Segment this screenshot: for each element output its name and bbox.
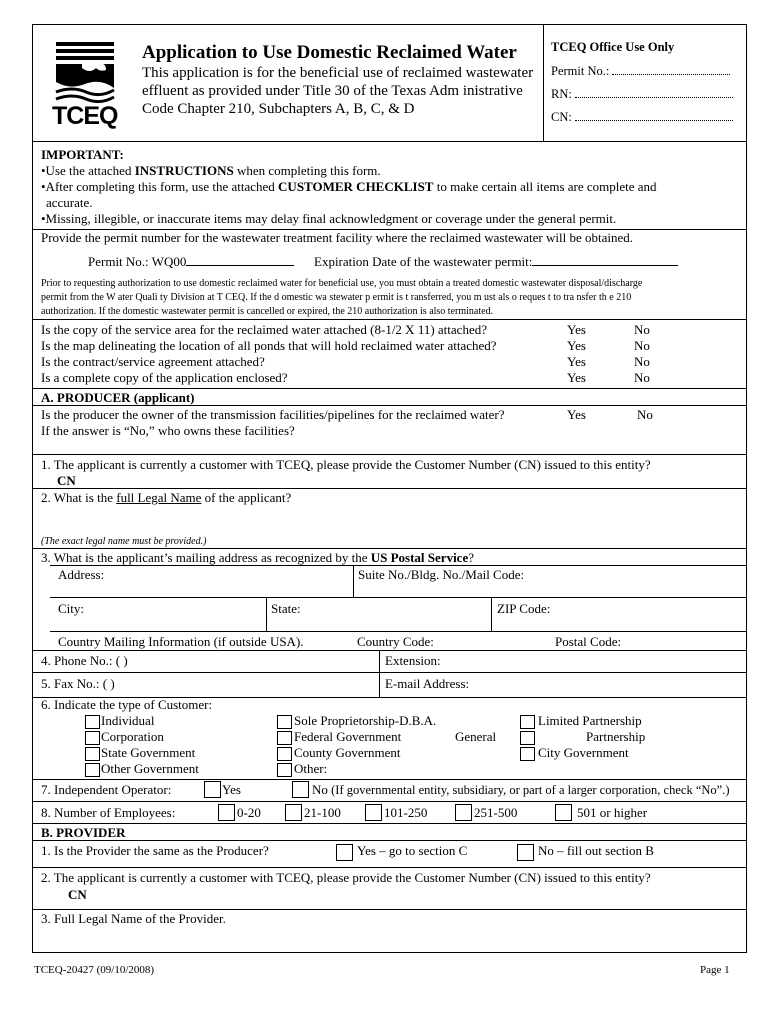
divider-phone	[32, 672, 746, 673]
provider-cn-label: CN	[68, 887, 87, 902]
customer-type-question: 6. Indicate the type of Customer:	[41, 697, 213, 712]
expiration-date-field[interactable]: Expiration Date of the wastewater permit:	[314, 254, 678, 270]
checklist-q2-no[interactable]: No	[634, 338, 650, 353]
independent-yes-label: Yes	[222, 782, 241, 797]
divider-section-a-heading	[32, 405, 746, 406]
office-cn-label: CN:	[551, 110, 733, 125]
important-line-1: •Use the attached INSTRUCTIONS when completing this form.	[41, 163, 381, 178]
checkbox-employees-101-250[interactable]	[365, 804, 382, 821]
divider-header	[32, 141, 746, 142]
checkbox-general-partnership[interactable]	[520, 731, 535, 745]
legal-name-question: 2. What is the full Legal Name of the applicant?	[41, 490, 292, 505]
checklist-q4-no[interactable]: No	[634, 370, 650, 385]
checklist-q1: Is the copy of the service area for the reclaimed water attached (8-1/2 X 11) attached?	[41, 322, 487, 337]
fax-field[interactable]: 5. Fax No.: ( )	[41, 676, 115, 691]
phone-field[interactable]: 4. Phone No.: ( )	[41, 653, 128, 668]
divider-phone-ext	[379, 650, 380, 697]
country-code-field[interactable]: Country Code:	[357, 634, 434, 649]
extension-field[interactable]: Extension:	[385, 653, 441, 668]
provider-yes-label: Yes – go to section C	[357, 843, 468, 858]
checkbox-employees-21-100[interactable]	[285, 804, 302, 821]
form-title: Application to Use Domestic Reclaimed Water	[142, 42, 517, 63]
provider-no-label: No – fill out section B	[538, 843, 654, 858]
divider-owner	[32, 454, 746, 455]
divider-provider-cn	[32, 909, 746, 910]
checkbox-provider-yes[interactable]	[336, 844, 353, 861]
divider-provider-same	[32, 867, 746, 868]
divider-country	[32, 650, 746, 651]
divider-cn	[32, 488, 746, 489]
important-line-2: •After completing this form, use the attached CUSTOMER CHECKLIST to make certain all items are complete and	[41, 179, 657, 194]
provide-permit-text: Provide the permit number for the wastewater treatment facility where the reclaimed wastewater will be obtained.	[41, 230, 633, 245]
important-heading: IMPORTANT:	[41, 147, 124, 162]
footer-page-number: Page 1	[700, 964, 730, 976]
employees-21-100-label: 21-100	[304, 805, 341, 820]
checkbox-provider-no[interactable]	[517, 844, 534, 861]
provider-legal-name-question: 3. Full Legal Name of the Provider.	[41, 911, 226, 926]
zip-field[interactable]: ZIP Code:	[497, 601, 551, 616]
checklist-q3: Is the contract/service agreement attached?	[41, 354, 265, 369]
country-info-label: Country Mailing Information (if outside USA).	[58, 634, 304, 649]
section-a-heading: A. PRODUCER (applicant)	[41, 390, 195, 405]
provider-cn-question: 2. The applicant is currently a customer with TCEQ, please provide the Customer Number (CN) issued to this entity?	[41, 870, 651, 885]
divider-city	[50, 631, 746, 632]
checklist-q1-yes[interactable]: Yes	[567, 322, 586, 337]
checkbox-other[interactable]	[277, 763, 292, 777]
applicant-cn-question: 1. The applicant is currently a customer with TCEQ, please provide the Customer Number (CN) issued to this entity?	[41, 457, 651, 472]
provider-same-question: 1. Is the Provider the same as the Producer?	[41, 843, 269, 858]
state-field[interactable]: State:	[271, 601, 301, 616]
divider-section-b-heading	[32, 840, 746, 841]
employees-101-250-label: 101-250	[384, 805, 428, 820]
checkbox-independent-yes[interactable]	[204, 781, 221, 798]
checklist-q1-no[interactable]: No	[634, 322, 650, 337]
divider-permit	[32, 319, 746, 320]
divider-address	[50, 597, 746, 598]
checkbox-federal-government[interactable]	[277, 731, 292, 745]
logo-text: TCEQ	[52, 102, 118, 130]
checkbox-employees-501-plus[interactable]	[555, 804, 572, 821]
independent-operator-question: 7. Independent Operator:	[41, 782, 172, 797]
form-subtitle-line-3: Code Chapter 210, Subchapters A, B, C, & D	[142, 101, 415, 117]
checkbox-corporation[interactable]	[85, 731, 100, 745]
form-subtitle-line-1: This application is for the beneficial use of reclaimed wastewater	[142, 65, 534, 81]
suite-field[interactable]: Suite No./Bldg. No./Mail Code:	[358, 567, 525, 582]
checkbox-other-government[interactable]	[85, 763, 100, 777]
owner-question: Is the producer the owner of the transmission facilities/pipelines for the reclaimed water?	[41, 407, 505, 422]
permit-note-line-3: authorization. If the domestic wastewater permit is cancelled or expired, the 210 authorization is also terminated.	[41, 306, 494, 317]
checkbox-independent-no[interactable]	[292, 781, 309, 798]
checkbox-city-government[interactable]	[520, 747, 535, 761]
permit-number-field[interactable]: Permit No.: WQ00	[88, 254, 294, 270]
mailing-address-question: 3. What is the applicant’s mailing address as recognized by the US Postal Service?	[41, 550, 474, 565]
office-rn-label: RN:	[551, 87, 733, 102]
checkbox-state-government[interactable]	[85, 747, 100, 761]
important-line-2-cont: accurate.	[46, 195, 93, 210]
office-permit-label: Permit No.:	[551, 64, 730, 79]
applicant-cn-label: CN	[57, 473, 76, 488]
address-field[interactable]: Address:	[58, 567, 105, 582]
general-label: General	[455, 729, 497, 744]
checkbox-employees-0-20[interactable]	[218, 804, 235, 821]
postal-code-field[interactable]: Postal Code:	[555, 634, 622, 649]
divider-state-zip	[491, 597, 492, 631]
header-divider	[543, 24, 544, 141]
checklist-q3-yes[interactable]: Yes	[567, 354, 586, 369]
employees-501-plus-label: 501 or higher	[577, 805, 648, 820]
employees-0-20-label: 0-20	[237, 805, 261, 820]
divider-checklist	[32, 388, 746, 389]
employees-question: 8. Number of Employees:	[41, 805, 176, 820]
checklist-q4: Is a complete copy of the application enclosed?	[41, 370, 288, 385]
checklist-q4-yes[interactable]: Yes	[567, 370, 586, 385]
section-b-heading: B. PROVIDER	[41, 825, 126, 840]
independent-no-label: No (If governmental entity, subsidiary, or part of a larger corporation, check “No”.)	[312, 782, 730, 797]
checkbox-limited-partnership[interactable]	[520, 715, 535, 729]
owner-yes[interactable]: Yes	[567, 407, 586, 422]
permit-note-line-2: permit from the W ater Quali ty Division at T CEQ. If the d omestic wa stewater p ermit is t ransferred, you m ust als o reques t to tra nsfer th e 210	[41, 292, 632, 303]
divider-customer-type	[32, 779, 746, 780]
divider-independent	[32, 801, 746, 802]
office-use-title: TCEQ Office Use Only	[551, 40, 675, 54]
permit-note-line-1: Prior to requesting authorization to use domestic reclaimed water for beneficial use, you must obtain a treated domestic wastewater disposal/discharge	[41, 278, 643, 289]
divider-mailing-q	[50, 565, 746, 566]
checklist-q2-yes[interactable]: Yes	[567, 338, 586, 353]
tceq-logo	[50, 38, 120, 130]
divider-legal-name	[32, 548, 746, 549]
city-field[interactable]: City:	[58, 601, 85, 616]
divider-employees	[32, 823, 746, 824]
checkbox-individual[interactable]	[85, 715, 100, 729]
owner-followup: If the answer is “No,” who owns these facilities?	[41, 423, 295, 438]
important-line-3: •Missing, illegible, or inaccurate items may delay final acknowledgment or coverage under the general permit.	[41, 211, 617, 226]
divider-city-state	[266, 597, 267, 631]
checklist-q3-no[interactable]: No	[634, 354, 650, 369]
footer-form-id: TCEQ-20427 (09/10/2008)	[34, 964, 155, 976]
checklist-q2: Is the map delineating the location of all ponds that will hold reclaimed water attached?	[41, 338, 497, 353]
email-field[interactable]: E-mail Address:	[385, 676, 470, 691]
checkbox-sole-proprietorship[interactable]	[277, 715, 292, 729]
owner-no[interactable]: No	[637, 407, 653, 422]
employees-251-500-label: 251-500	[474, 805, 518, 820]
divider-address-suite	[353, 565, 354, 597]
legal-name-note: (The exact legal name must be provided.)	[41, 536, 207, 547]
checkbox-county-government[interactable]	[277, 747, 292, 761]
form-subtitle-line-2: effluent as provided under Title 30 of the Texas Adm inistrative	[142, 83, 523, 99]
checkbox-employees-251-500[interactable]	[455, 804, 472, 821]
